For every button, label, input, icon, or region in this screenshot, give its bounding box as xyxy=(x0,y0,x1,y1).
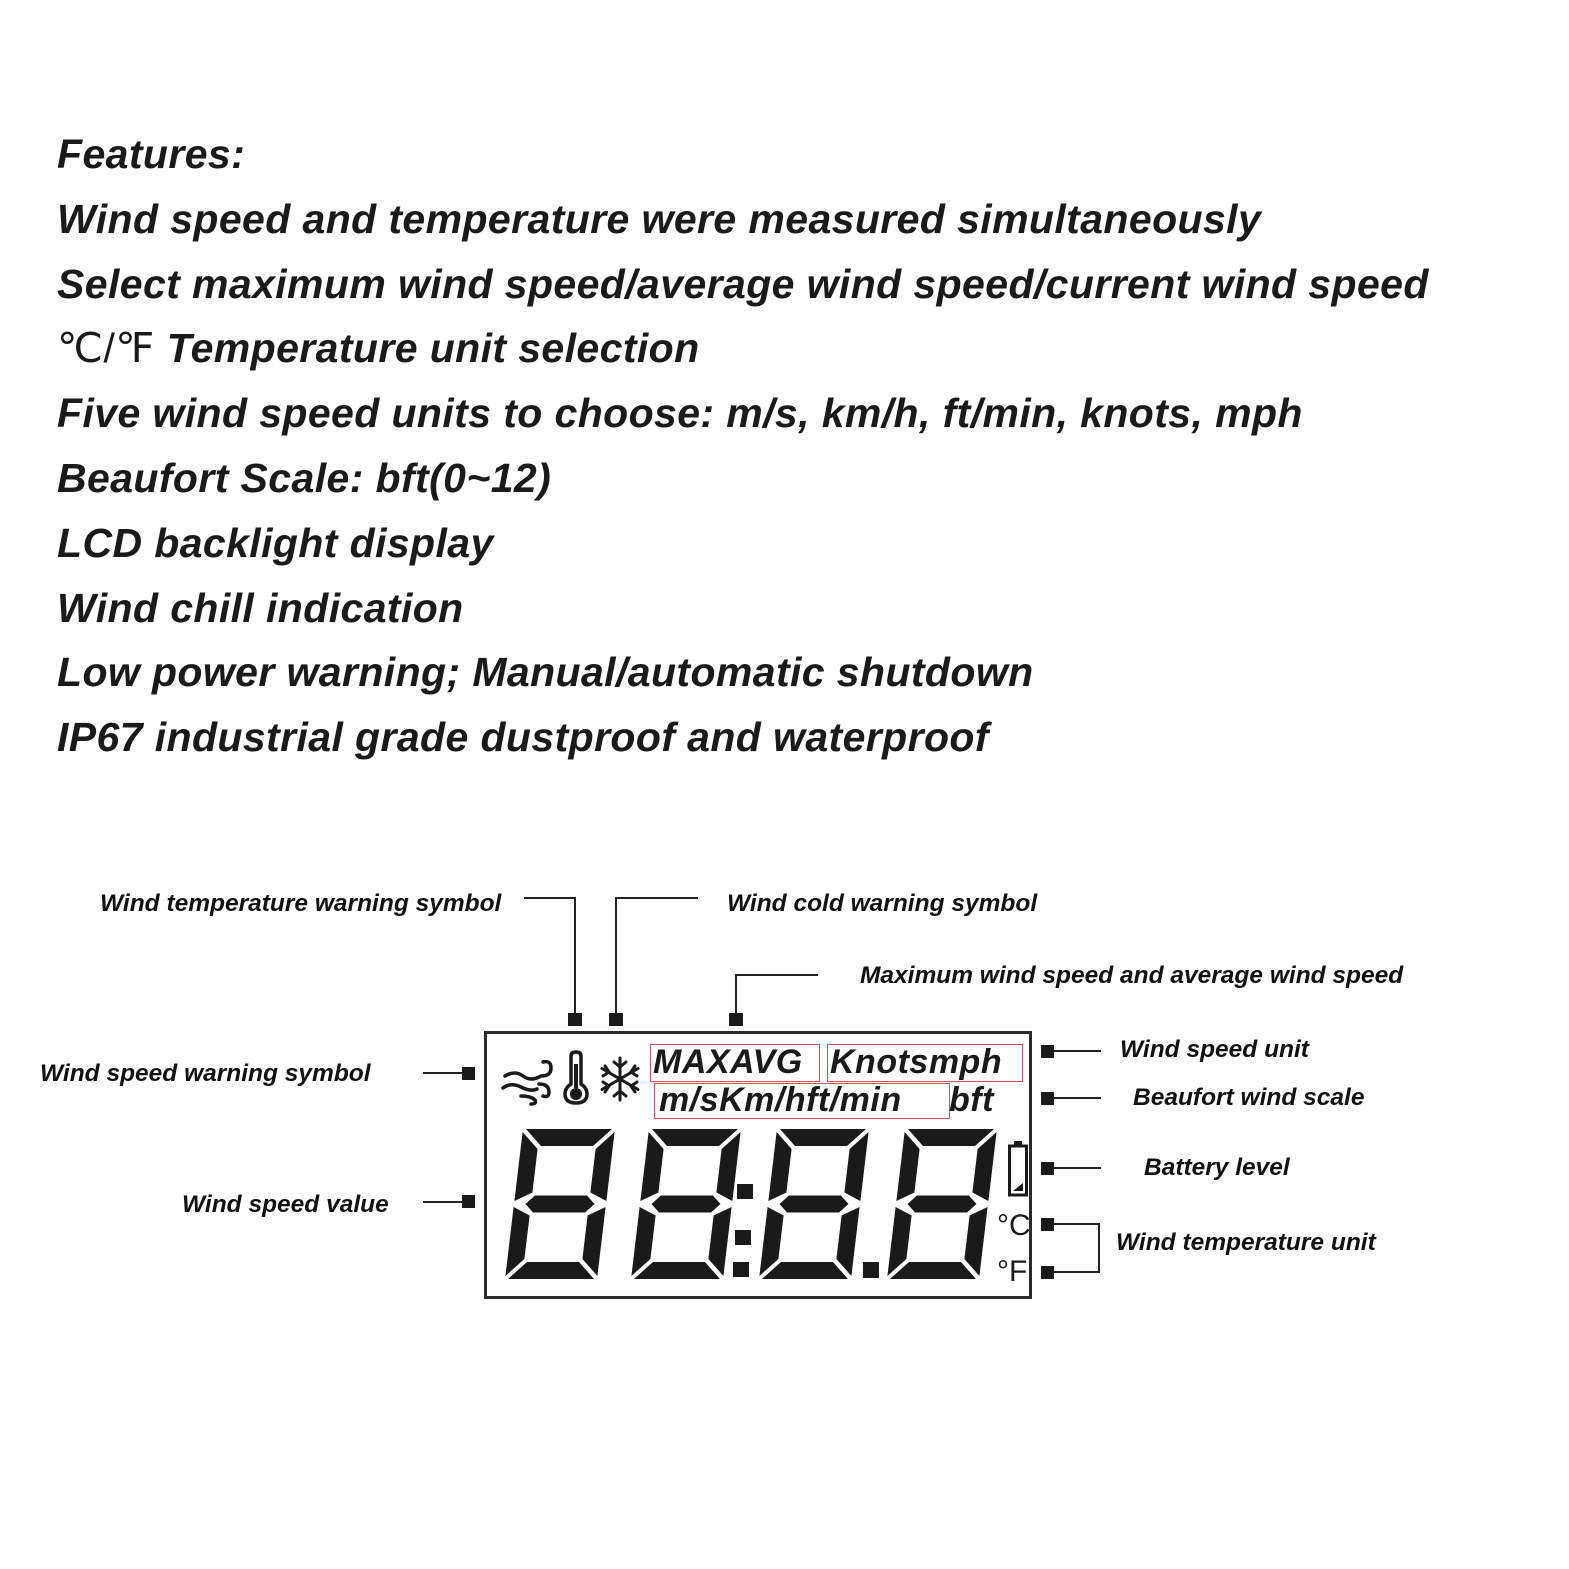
feature-text: Five wind speed units to choose: m/s, km/h, ft/min, knots, mph xyxy=(57,390,1303,437)
marker xyxy=(568,1013,582,1026)
lcd-segment xyxy=(762,1262,848,1279)
feature-text: IP67 industrial grade dustproof and waterproof xyxy=(57,714,989,761)
marker xyxy=(1041,1045,1054,1058)
lcd-segment xyxy=(582,1207,605,1276)
marker xyxy=(1041,1092,1054,1105)
lcd-segment xyxy=(526,1196,595,1213)
lcd-segment xyxy=(652,1129,738,1146)
lcd-segment xyxy=(896,1132,919,1201)
callout-wind-speed-warning: Wind speed warning symbol xyxy=(40,1060,371,1087)
lcd-segment xyxy=(908,1129,994,1146)
lcd-segment xyxy=(652,1196,721,1213)
lcd-segment xyxy=(780,1129,866,1146)
callout-wind-speed-value: Wind speed value xyxy=(182,1191,389,1218)
marker xyxy=(1041,1218,1054,1231)
colon-dot xyxy=(733,1262,749,1277)
lcd-segment xyxy=(780,1196,849,1213)
feature-text: LCD backlight display xyxy=(57,519,494,566)
seven-segment-display xyxy=(487,1034,1035,1302)
callout-beaufort-scale: Beaufort wind scale xyxy=(1133,1084,1365,1111)
lcd-celsius-label: °C xyxy=(997,1209,1031,1242)
feature-text: Wind speed and temperature were measured simultaneously xyxy=(57,195,1262,242)
lcd-segment xyxy=(908,1196,977,1213)
lcd-knots-mph-label: Knotsmph xyxy=(830,1043,1003,1081)
lcd-segment xyxy=(508,1262,594,1279)
lcd-segment xyxy=(514,1132,537,1201)
marker xyxy=(729,1013,743,1026)
lcd-segment xyxy=(640,1132,663,1201)
lcd-segment xyxy=(708,1207,731,1276)
lcd-fahrenheit-label: °F xyxy=(997,1255,1028,1288)
lcd-segment xyxy=(768,1132,791,1201)
marker xyxy=(462,1195,475,1208)
callout-battery-level: Battery level xyxy=(1144,1154,1290,1181)
feature-text: Low power warning; Manual/automatic shutdown xyxy=(57,649,1034,696)
lcd-speed-units-label: m/sKm/hft/min xyxy=(659,1081,902,1119)
feature-text: Temperature unit selection xyxy=(166,325,700,372)
feature-text: Select maximum wind speed/average wind speed/current wind speed xyxy=(57,260,1429,307)
lcd-segment xyxy=(634,1262,720,1279)
feature-text: Wind chill indication xyxy=(57,584,464,631)
callout-max-avg: Maximum wind speed and average wind speed xyxy=(860,962,1404,989)
callout-wind-temperature-warning: Wind temperature warning symbol xyxy=(100,890,502,917)
lcd-bft-label: bft xyxy=(949,1081,994,1119)
callout-wind-temperature-unit: Wind temperature unit xyxy=(1116,1229,1376,1256)
lcd-segment xyxy=(964,1207,987,1276)
lcd-panel xyxy=(484,1031,1032,1299)
features-heading: Features: xyxy=(57,131,246,177)
colon-dot xyxy=(735,1230,751,1245)
marker xyxy=(1041,1162,1054,1175)
colon-dot xyxy=(737,1184,753,1199)
feature-text: Beaufort Scale: bft(0~12) xyxy=(57,454,552,501)
temperature-unit-symbols: ℃/℉ xyxy=(57,325,155,372)
marker xyxy=(1041,1266,1054,1279)
lcd-max-avg-label: MAXAVG xyxy=(653,1043,803,1081)
lcd-segment xyxy=(890,1262,976,1279)
callout-wind-cold-warning: Wind cold warning symbol xyxy=(727,890,1038,917)
lcd-segment xyxy=(836,1207,859,1276)
marker xyxy=(462,1067,475,1080)
marker xyxy=(609,1013,623,1026)
callout-wind-speed-unit: Wind speed unit xyxy=(1120,1036,1309,1063)
lcd-segment xyxy=(526,1129,612,1146)
decimal-point xyxy=(863,1262,879,1278)
